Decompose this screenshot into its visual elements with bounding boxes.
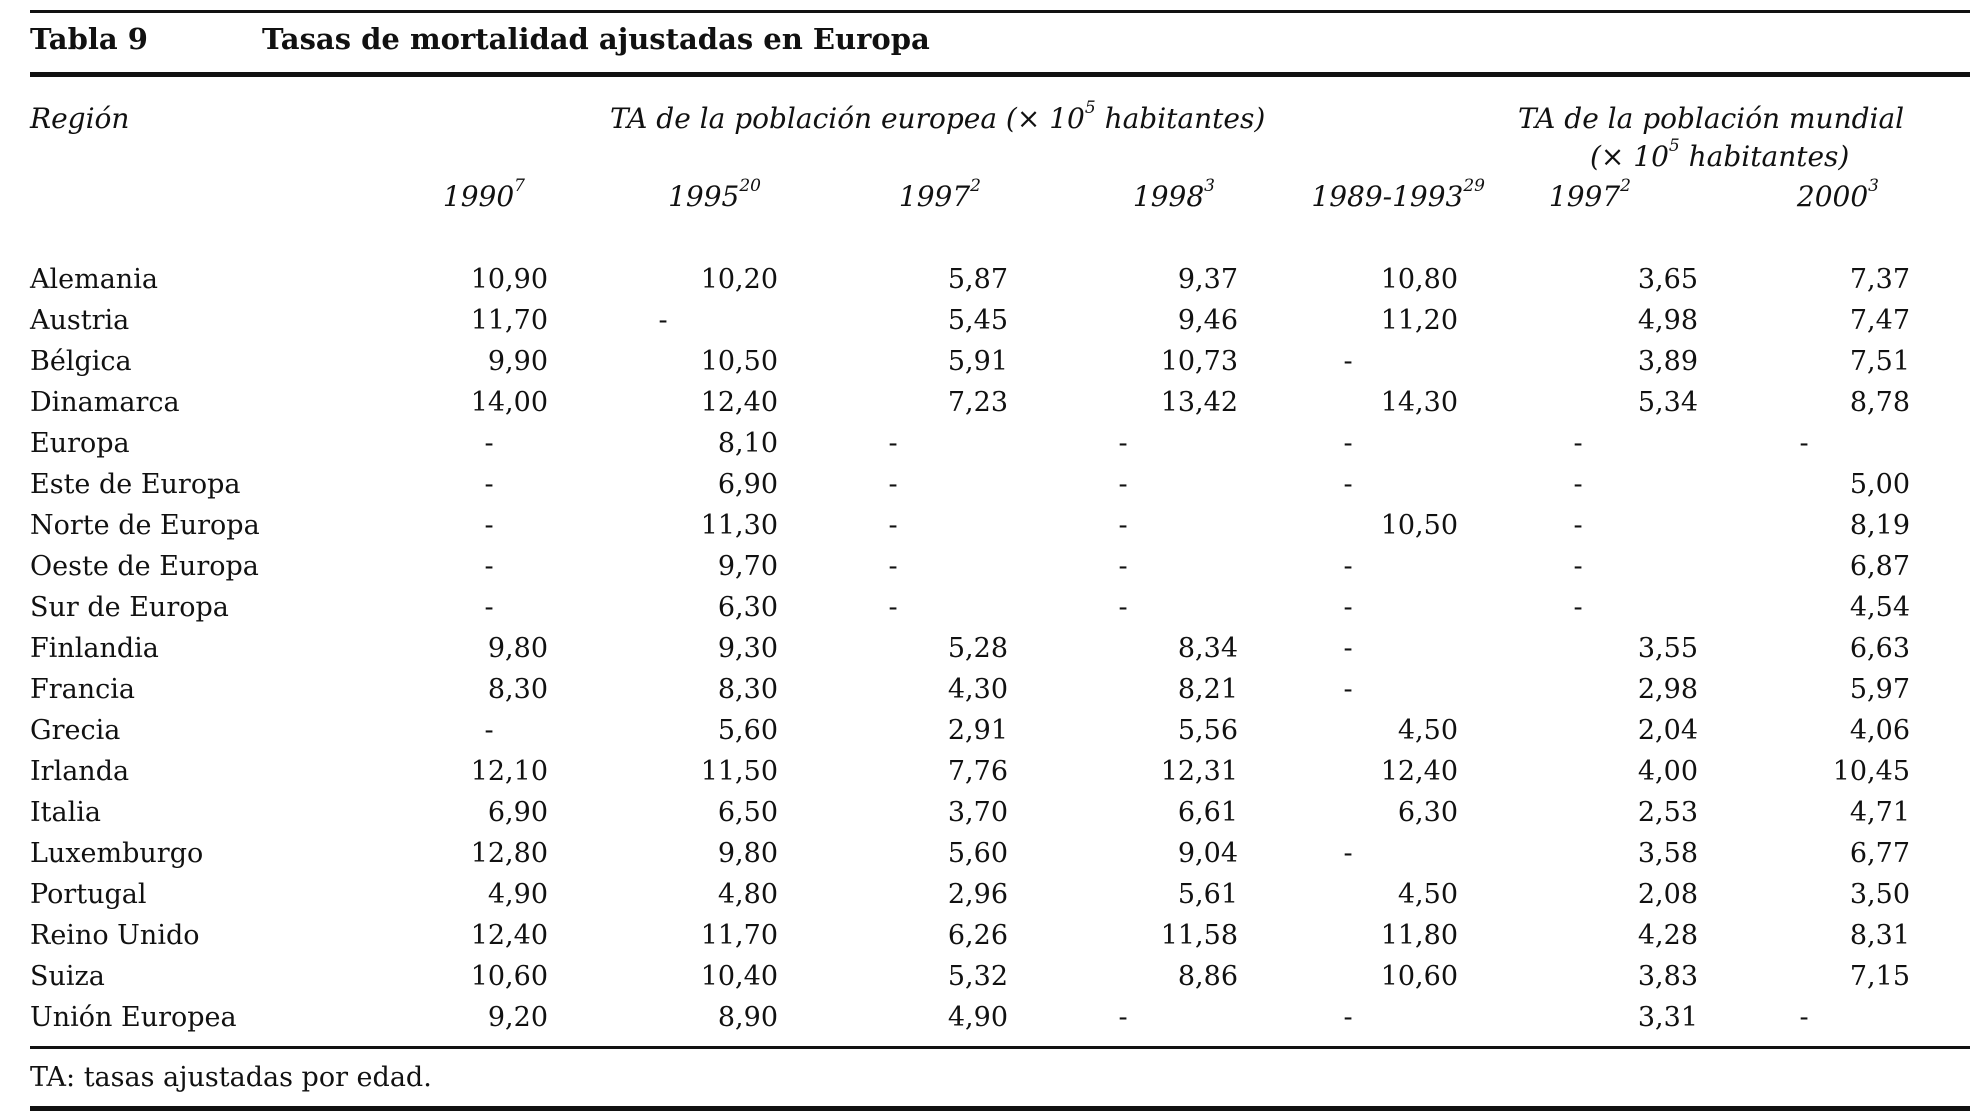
value-cell: - [1118,592,1128,623]
value-cell: 12,40 [700,387,778,418]
value-cell: 5,91 [947,346,1008,377]
value-cell: 14,30 [1380,387,1458,418]
table-row [30,710,1910,751]
value-cell: 4,06 [1849,715,1910,746]
value-cell: 12,40 [1380,756,1458,787]
value-cell: 10,60 [1380,961,1458,992]
region-cell: Oeste de Europa [30,551,259,582]
value-cell: 4,71 [1849,797,1910,828]
table-row [30,915,1910,956]
value-cell: 6,30 [1397,797,1458,828]
region-header: Región [30,102,130,135]
value-cell: 2,53 [1637,797,1698,828]
value-cell: 5,87 [947,264,1008,295]
value-cell: - [1118,469,1128,500]
mortality-table [30,259,1910,1038]
top-rule [30,10,1970,13]
value-cell: 9,04 [1177,838,1238,869]
value-cell: - [1343,428,1353,459]
value-cell: 3,70 [947,797,1008,828]
table-row [30,628,1910,669]
value-cell: 5,45 [947,305,1008,336]
value-cell: - [1118,510,1128,541]
value-cell: 7,15 [1849,961,1910,992]
value-cell: - [1118,1002,1128,1033]
value-cell: 6,90 [487,797,548,828]
region-cell: Sur de Europa [30,592,229,623]
value-cell: 6,26 [947,920,1008,951]
year-header-1995: 1995$^{20}$ [668,176,761,213]
value-cell: 4,50 [1397,715,1458,746]
value-cell: 11,80 [1380,920,1458,951]
value-cell: 12,40 [470,920,548,951]
value-cell: 5,60 [947,838,1008,869]
region-cell: Bélgica [30,346,132,377]
table-row [30,792,1910,833]
value-cell: 7,76 [947,756,1008,787]
value-cell: 4,90 [947,1002,1008,1033]
value-cell: - [484,428,494,459]
value-cell: - [1343,551,1353,582]
value-cell: - [1573,551,1583,582]
table-row [30,382,1910,423]
value-cell: - [1343,633,1353,664]
table-row [30,259,1910,300]
value-cell: 11,58 [1160,920,1238,951]
value-cell: 10,73 [1160,346,1238,377]
value-cell: 2,91 [947,715,1008,746]
table-row [30,341,1910,382]
value-cell: - [484,715,494,746]
value-cell: 4,80 [717,879,778,910]
region-cell: Este de Europa [30,469,241,500]
value-cell: 5,32 [947,961,1008,992]
region-cell: Reino Unido [30,920,200,951]
value-cell: 4,50 [1397,879,1458,910]
value-cell: - [484,551,494,582]
value-cell: 6,77 [1849,838,1910,869]
value-cell: 8,10 [717,428,778,459]
value-cell: 8,19 [1849,510,1910,541]
region-cell: Irlanda [30,756,130,787]
value-cell: 3,89 [1637,346,1698,377]
value-cell: 4,90 [487,879,548,910]
value-cell: 8,31 [1849,920,1910,951]
table-row [30,833,1910,874]
value-cell: - [1343,592,1353,623]
value-cell: 5,61 [1177,879,1238,910]
year-header-2000: 2000$^3$ [1796,176,1879,213]
value-cell: 10,45 [1832,756,1910,787]
value-cell: 2,96 [947,879,1008,910]
footnote: TA: tasas ajustadas por edad. [30,1062,432,1093]
table-row [30,587,1910,628]
year-header-1997-eu: 1997$^2$ [898,176,981,213]
value-cell: 3,58 [1637,838,1698,869]
value-cell: 13,42 [1160,387,1238,418]
value-cell: 10,50 [700,346,778,377]
value-cell: - [1799,1002,1809,1033]
value-cell: 11,20 [1380,305,1458,336]
value-cell: 10,20 [700,264,778,295]
value-cell: - [888,510,898,541]
region-cell: Italia [30,797,101,828]
value-cell: - [1573,592,1583,623]
value-cell: 2,04 [1637,715,1698,746]
value-cell: - [1799,428,1809,459]
value-cell: 5,60 [717,715,778,746]
value-cell: 8,34 [1177,633,1238,664]
world-group-header-line2: (× $10^5$ habitantes) [1590,136,1850,173]
value-cell: - [1118,551,1128,582]
value-cell: 11,70 [700,920,778,951]
value-cell: - [1343,1002,1353,1033]
year-header-1997-world: 1997$^2$ [1548,176,1631,213]
year-header-1998: 1998$^3$ [1132,176,1215,213]
region-cell: Francia [30,674,135,705]
value-cell: 11,50 [700,756,778,787]
value-cell: - [888,551,898,582]
value-cell: - [484,469,494,500]
value-cell: 9,37 [1177,264,1238,295]
value-cell: 9,30 [717,633,778,664]
value-cell: 11,30 [700,510,778,541]
value-cell: - [484,510,494,541]
year-header-1989-1993: 1989-1993$^{29}$ [1311,176,1485,213]
value-cell: 7,23 [947,387,1008,418]
value-cell: 5,56 [1177,715,1238,746]
value-cell: 12,10 [470,756,548,787]
value-cell: 11,70 [470,305,548,336]
table-title: Tasas de mortalidad ajustadas en Europa [262,22,930,56]
value-cell: 3,50 [1849,879,1910,910]
region-cell: Luxemburgo [30,838,204,869]
value-cell: - [1573,510,1583,541]
region-cell: Europa [30,428,130,459]
value-cell: - [888,592,898,623]
value-cell: 8,21 [1177,674,1238,705]
value-cell: 8,86 [1177,961,1238,992]
value-cell: 2,08 [1637,879,1698,910]
region-cell: Dinamarca [30,387,180,418]
region-cell: Grecia [30,715,121,746]
table-row [30,956,1910,997]
value-cell: - [1343,674,1353,705]
value-cell: - [1573,469,1583,500]
value-cell: 9,90 [487,346,548,377]
value-cell: 10,80 [1380,264,1458,295]
value-cell: 9,80 [487,633,548,664]
table-row [30,464,1910,505]
value-cell: 7,51 [1849,346,1910,377]
value-cell: - [888,469,898,500]
value-cell: 6,63 [1849,633,1910,664]
table-row [30,669,1910,710]
value-cell: 10,50 [1380,510,1458,541]
value-cell: 4,28 [1637,920,1698,951]
value-cell: 8,90 [717,1002,778,1033]
value-cell: 9,46 [1177,305,1238,336]
value-cell: - [888,428,898,459]
european-group-header: TA de la población europea (× $10^5$ habitantes) [610,98,1266,135]
value-cell: - [1573,428,1583,459]
region-cell: Austria [30,305,130,336]
value-cell: 9,80 [717,838,778,869]
value-cell: 5,00 [1849,469,1910,500]
table-row [30,997,1910,1038]
region-cell: Suiza [30,961,105,992]
year-header-1990: 1990$^7$ [442,176,525,213]
value-cell: - [1343,346,1353,377]
value-cell: 9,20 [487,1002,548,1033]
region-cell: Portugal [30,879,147,910]
table-row [30,546,1910,587]
value-cell: 10,40 [700,961,778,992]
value-cell: 2,98 [1637,674,1698,705]
value-cell: - [1343,469,1353,500]
value-cell: 8,78 [1849,387,1910,418]
table-row [30,300,1910,341]
value-cell: 7,37 [1849,264,1910,295]
value-cell: - [1118,428,1128,459]
value-cell: 4,54 [1849,592,1910,623]
value-cell: 3,31 [1637,1002,1698,1033]
value-cell: 10,90 [470,264,548,295]
value-cell: 8,30 [717,674,778,705]
region-cell: Alemania [30,264,158,295]
value-cell: 6,50 [717,797,778,828]
table-number: Tabla 9 [30,22,148,56]
body-rule [30,1046,1970,1049]
value-cell: 8,30 [487,674,548,705]
value-cell: 12,31 [1160,756,1238,787]
value-cell: 4,00 [1637,756,1698,787]
world-group-header-line1: TA de la población mundial [1518,102,1905,135]
table-row [30,423,1910,464]
value-cell: 10,60 [470,961,548,992]
value-cell: 6,90 [717,469,778,500]
value-cell: 12,80 [470,838,548,869]
value-cell: 5,97 [1849,674,1910,705]
region-cell: Unión Europea [30,1002,237,1033]
table-row [30,751,1910,792]
value-cell: 6,30 [717,592,778,623]
bottom-rule [30,1106,1970,1111]
value-cell: 6,87 [1849,551,1910,582]
value-cell: 3,83 [1637,961,1698,992]
region-cell: Finlandia [30,633,159,664]
value-cell: 9,70 [717,551,778,582]
value-cell: - [1343,838,1353,869]
value-cell: 4,98 [1637,305,1698,336]
value-cell: 14,00 [470,387,548,418]
value-cell: 5,34 [1637,387,1698,418]
table-row [30,874,1910,915]
value-cell: 7,47 [1849,305,1910,336]
title-rule [30,72,1970,77]
value-cell: 4,30 [947,674,1008,705]
region-cell: Norte de Europa [30,510,260,541]
value-cell: - [484,592,494,623]
value-cell: 6,61 [1177,797,1238,828]
table-row [30,505,1910,546]
value-cell: 3,65 [1637,264,1698,295]
value-cell: - [658,305,668,336]
value-cell: 3,55 [1637,633,1698,664]
value-cell: 5,28 [947,633,1008,664]
